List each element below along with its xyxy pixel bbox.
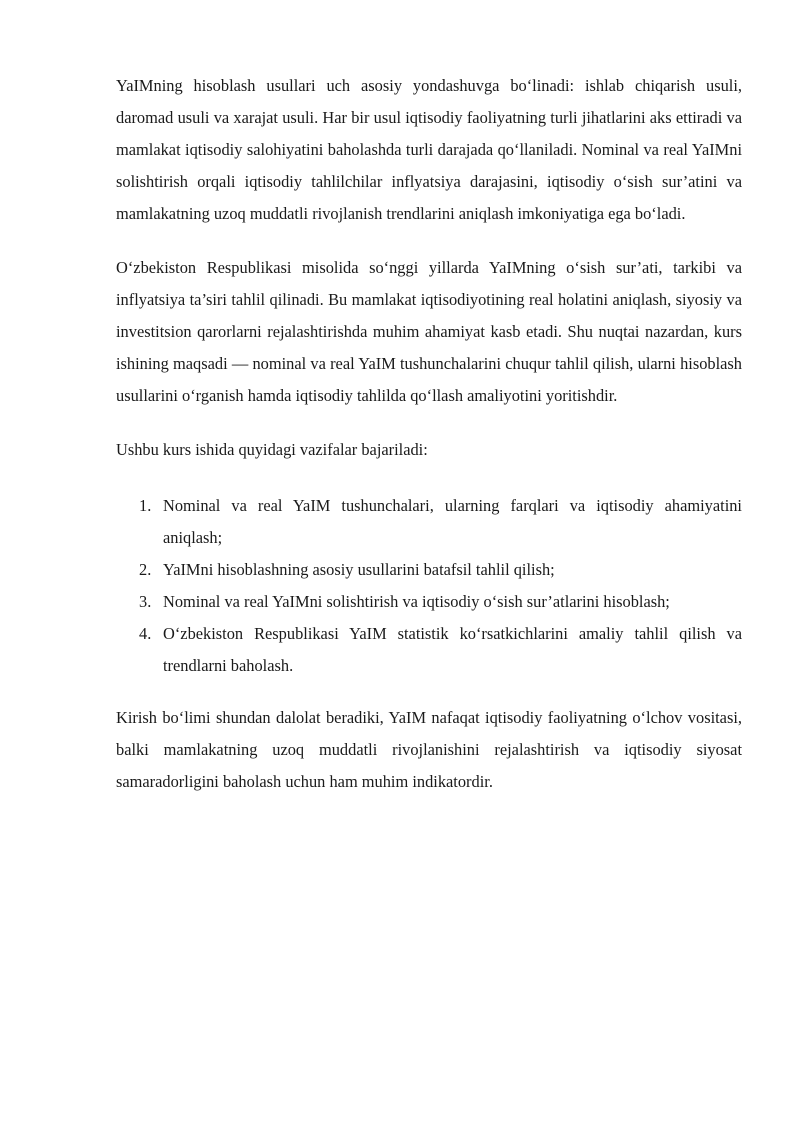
list-item-text: Nominal va real YaIM tushunchalari, ularning farqlari va iqtisodiy ahamiyatini aniqlash; [163,496,742,547]
list-item [116,490,742,554]
tasks-list [116,490,742,682]
list-item-text: YaIMni hisoblashning asosiy usullarini batafsil tahlil qilish; [163,560,555,579]
paragraph-tasks-intro: Ushbu kurs ishida quyidagi vazifalar bajariladi: [116,440,428,459]
paragraph-uzbekistan: O‘zbekiston Respublikasi misolida so‘nggi yillarda YaIMning o‘sish sur’ati, tarkibi va inflyatsiya ta’siri tahlil qilinadi. Bu mamlakat iqtisodiyotining real holatini aniqlash, siyosiy va investitsion qarorlarni rejalashtirishda muhim ahamiyat kasb etadi. Shu nuqtai nazardan, kurs ishining maqsadi — nominal va real YaIM tushunchalarini chuqur tahlil qilish, ularni hisoblash usullarini o‘rganish hamda iqtisodiy tahlilda qo‘llash amaliyotini yoritishdir. [116,258,742,405]
list-number: 2. [139,560,152,579]
list-item-text: Nominal va real YaIMni solishtirish va iqtisodiy o‘sish sur’atlarini hisoblash; [163,592,670,611]
list-item-text: O‘zbekiston Respublikasi YaIM statistik ko‘rsatkichlarini amaliy tahlil qilish va trendlarni baholash. [163,624,742,675]
list-number: 4. [139,624,152,643]
list-item [116,618,742,682]
paragraph-methods: YaIMning hisoblash usullari uch asosiy yondashuvga bo‘linadi: ishlab chiqarish usuli, daromad usuli va xarajat usuli. Har bir usul iqtisodiy faoliyatning turli jihatlarini aks ettiradi va mamlakat iqtisodiy salohiyatini baholashda turli darajada qo‘llaniladi. Nominal va real YaIMni solishtirish orqali iqtisodiy tahlilchilar inflyatsiya darajasini, iqtisodiy o‘sish sur’atini va mamlakatning uzoq muddatli rivojlanish trendlarini aniqlash imkoniyatiga ega bo‘ladi. [116,76,742,223]
list-item [116,586,742,618]
document-page [116,70,742,818]
list-number: 3. [139,592,152,611]
list-item [116,554,742,586]
list-number: 1. [139,496,152,515]
paragraph-conclusion: Kirish bo‘limi shundan dalolat beradiki, YaIM nafaqat iqtisodiy faoliyatning o‘lchov vositasi, balki mamlakatning uzoq muddatli rivojlanishini rejalashtirish va iqtisodiy siyosat samaradorligini baholash uchun ham muhim indikatordir. [116,708,742,791]
